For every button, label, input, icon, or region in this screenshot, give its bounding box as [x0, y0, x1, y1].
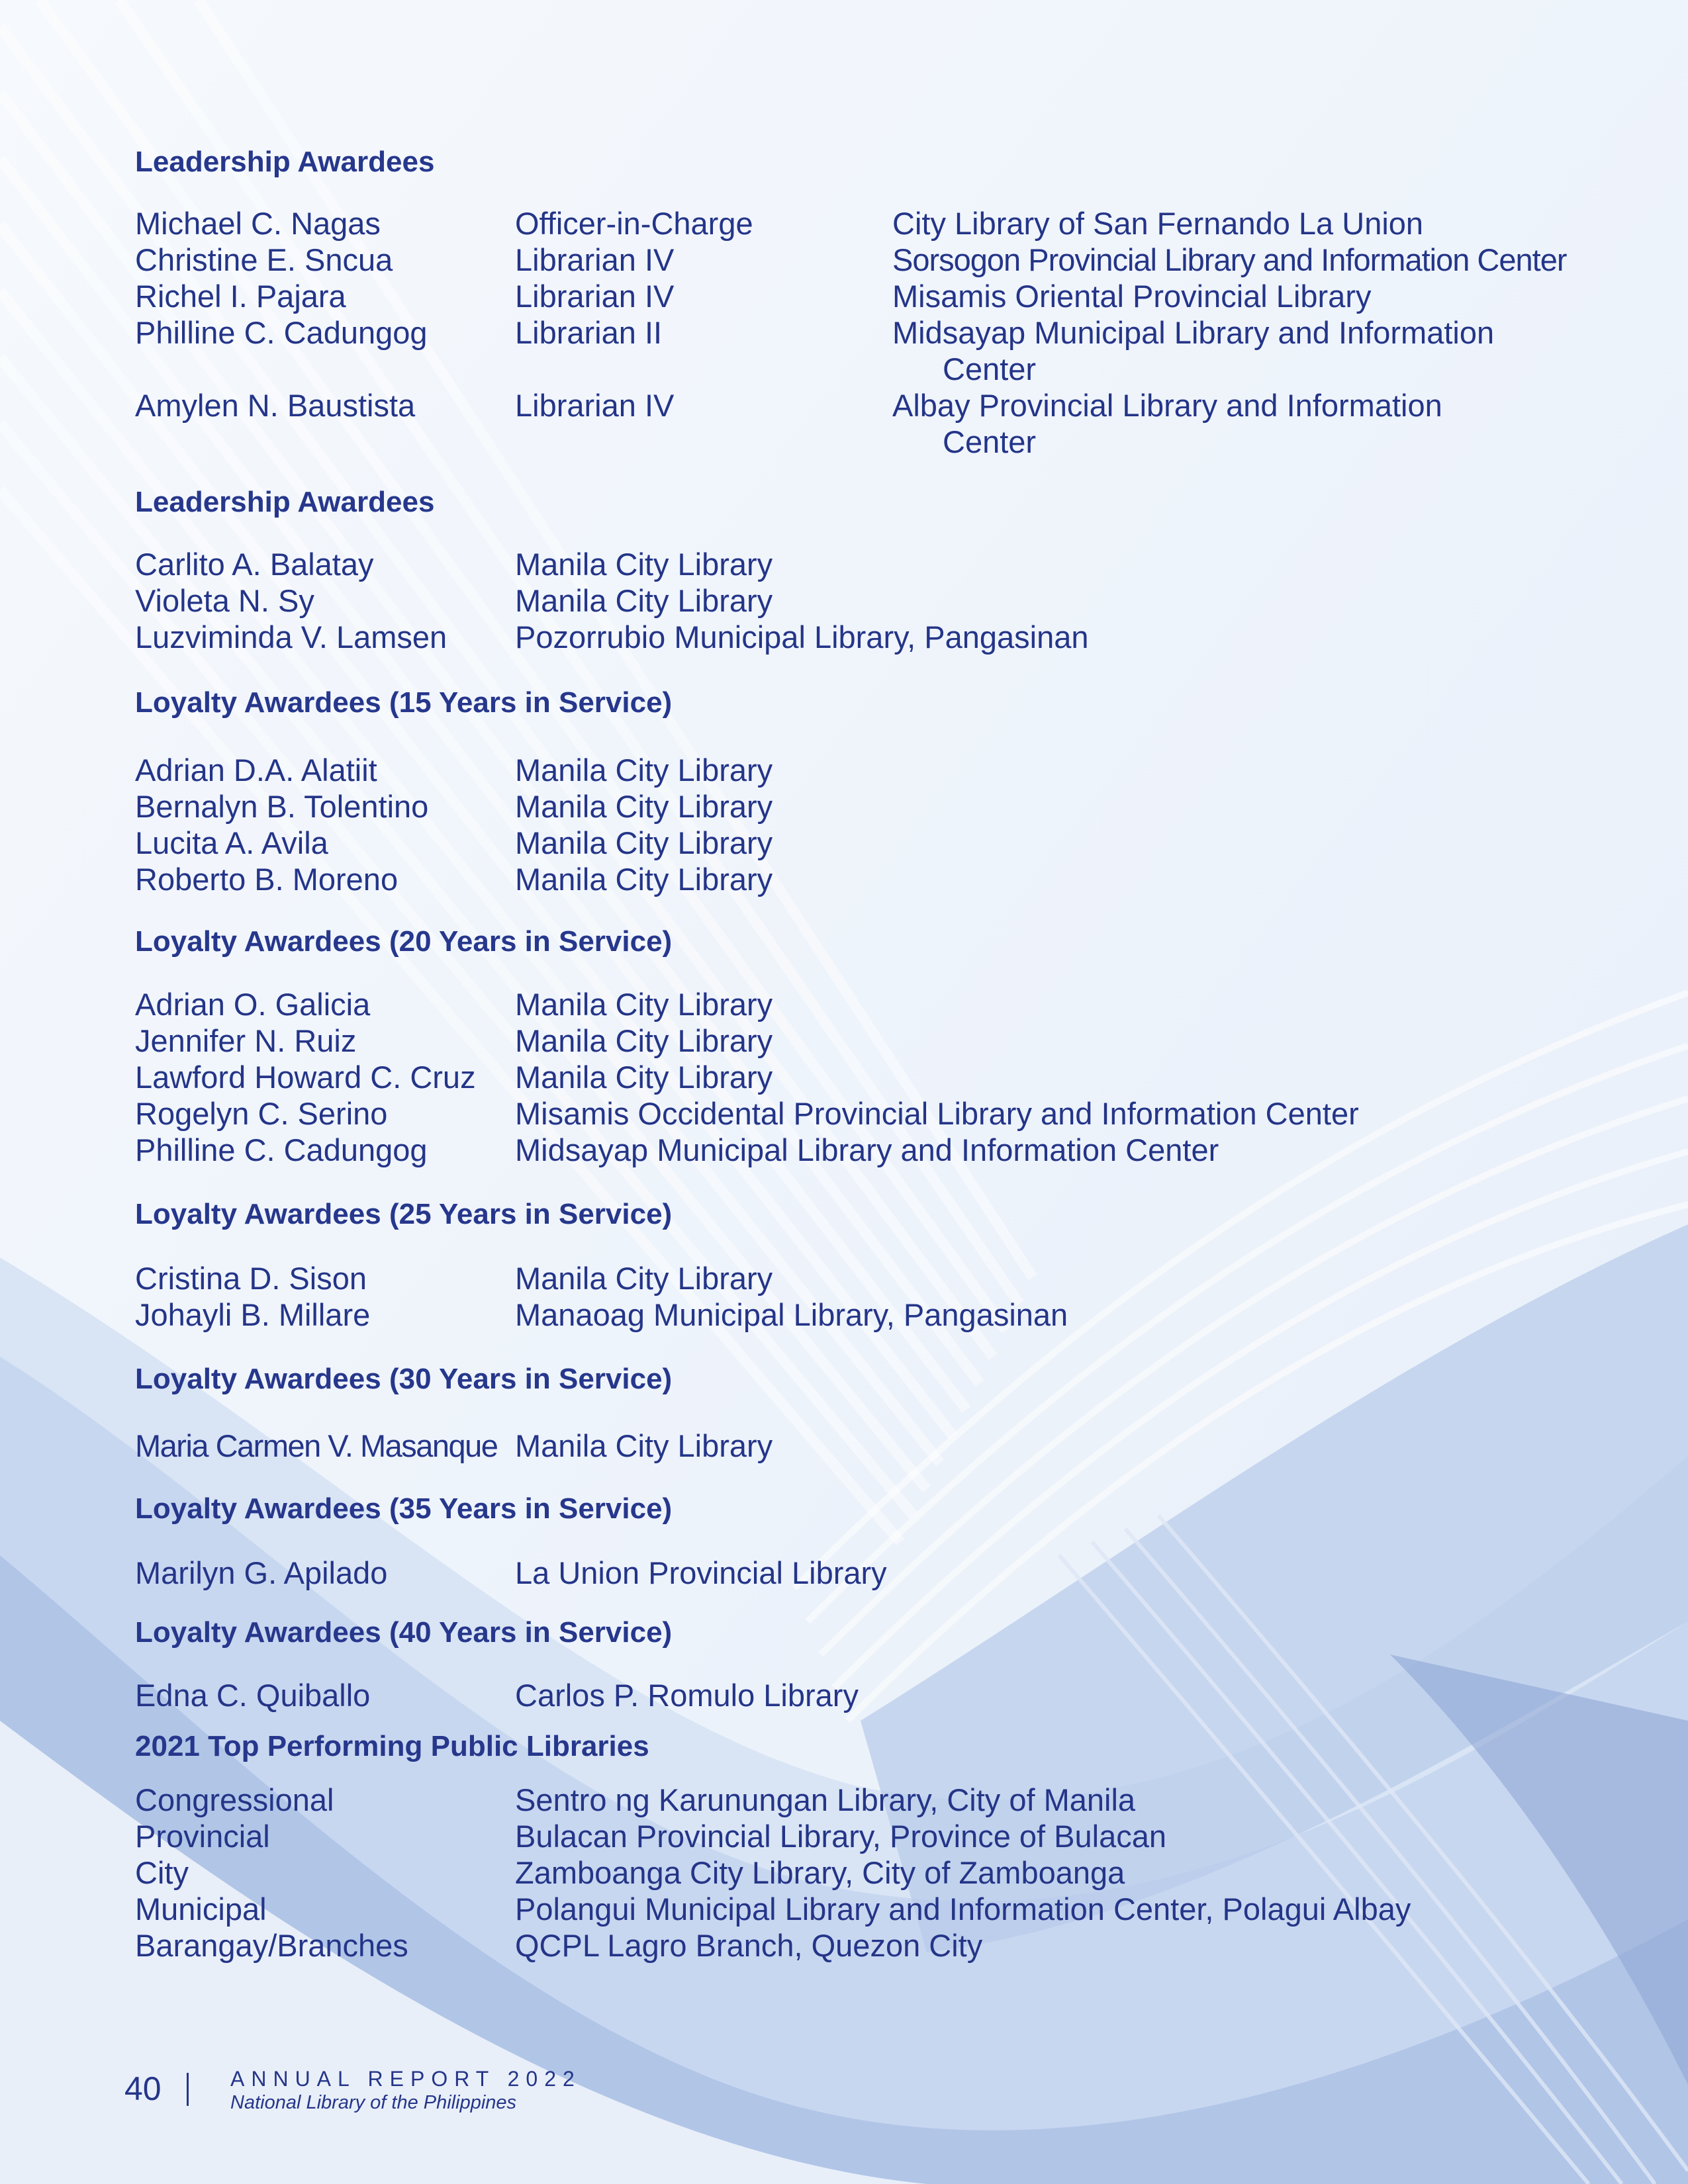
awardee-position: Librarian II	[515, 315, 663, 350]
awardee-library: Midsayap Municipal Library and Information	[892, 315, 1495, 350]
library-category: Congressional	[135, 1782, 334, 1817]
library-name: Polangui Municipal Library and Information Center, Polagui Albay	[515, 1891, 1411, 1927]
awardee-name: Adrian O. Galicia	[135, 987, 371, 1022]
awardee-library: Manila City Library	[515, 1060, 773, 1095]
awardee-library: Misamis Occidental Provincial Library and Information Center	[515, 1096, 1359, 1131]
library-category: Barangay/Branches	[135, 1928, 408, 1963]
awardee-library-continued: Center	[943, 424, 1037, 459]
awardee-position: Librarian IV	[515, 388, 675, 423]
awardee-name: Amylen N. Baustista	[135, 388, 416, 423]
section-heading: Loyalty Awardees (20 Years in Service)	[135, 925, 673, 958]
library-category: City	[135, 1855, 189, 1890]
awardee-library: Manila City Library	[515, 987, 773, 1022]
awardee-name: Adrian D.A. Alatiit	[135, 752, 377, 788]
awardee-name: Richel I. Pajara	[135, 279, 346, 314]
awardee-name: Luzviminda V. Lamsen	[135, 619, 447, 655]
section-heading: Leadership Awardees	[135, 146, 435, 178]
awardee-library: Manila City Library	[515, 825, 773, 860]
library-name: Bulacan Provincial Library, Province of Bulacan	[515, 1819, 1167, 1854]
library-name: Sentro ng Karunungan Library, City of Manila	[515, 1782, 1136, 1817]
awardee-library: Manaoag Municipal Library, Pangasinan	[515, 1297, 1068, 1332]
report-title: ANNUAL REPORT 2022	[230, 2067, 581, 2091]
awardee-name: Carlito A. Balatay	[135, 547, 374, 582]
awardee-name: Rogelyn C. Serino	[135, 1096, 388, 1131]
section-heading: Loyalty Awardees (15 Years in Service)	[135, 686, 673, 719]
awardee-library: Manila City Library	[515, 583, 773, 618]
awardee-name: Philline C. Cadungog	[135, 1132, 428, 1167]
section-heading: Loyalty Awardees (35 Years in Service)	[135, 1492, 673, 1525]
awardee-position: Officer-in-Charge	[515, 206, 753, 241]
awardee-library: Manila City Library	[515, 752, 773, 788]
awardee-name: Christine E. Sncua	[135, 242, 393, 277]
library-category: Municipal	[135, 1891, 267, 1927]
awardee-name: Cristina D. Sison	[135, 1261, 367, 1296]
awardee-name: Lucita A. Avila	[135, 825, 328, 860]
footer-divider	[187, 2073, 189, 2106]
section-heading: Loyalty Awardees (30 Years in Service)	[135, 1363, 673, 1395]
awardee-library: Midsayap Municipal Library and Information Center	[515, 1132, 1219, 1167]
awardee-library: Manila City Library	[515, 1428, 773, 1463]
section-heading: 2021 Top Performing Public Libraries	[135, 1730, 649, 1762]
awardee-library: Sorsogon Provincial Library and Information Center	[892, 242, 1567, 277]
awardee-name: Michael C. Nagas	[135, 206, 381, 241]
library-name: Zamboanga City Library, City of Zamboanga	[515, 1855, 1125, 1890]
awardee-name: Jennifer N. Ruiz	[135, 1023, 357, 1058]
awardee-name: Bernalyn B. Tolentino	[135, 789, 429, 824]
awardee-library: Manila City Library	[515, 1261, 773, 1296]
awardee-name: Edna C. Quiballo	[135, 1678, 371, 1713]
awardee-library: Misamis Oriental Provincial Library	[892, 279, 1372, 314]
awardee-library: Manila City Library	[515, 789, 773, 824]
awardee-library: Pozorrubio Municipal Library, Pangasinan	[515, 619, 1089, 655]
awardee-name: Maria Carmen V. Masanque	[135, 1428, 498, 1463]
awardee-name: Johayli B. Millare	[135, 1297, 371, 1332]
library-name: QCPL Lagro Branch, Quezon City	[515, 1928, 983, 1963]
library-category: Provincial	[135, 1819, 270, 1854]
awardee-library: Carlos P. Romulo Library	[515, 1678, 859, 1713]
awardee-library: Manila City Library	[515, 547, 773, 582]
awardee-library: City Library of San Fernando La Union	[892, 206, 1424, 241]
awardee-library: Albay Provincial Library and Information	[892, 388, 1442, 423]
awardee-library-continued: Center	[943, 351, 1037, 387]
awardee-position: Librarian IV	[515, 242, 675, 277]
awardee-name: Lawford Howard C. Cruz	[135, 1060, 476, 1095]
awardee-name: Philline C. Cadungog	[135, 315, 428, 350]
section-heading: Loyalty Awardees (40 Years in Service)	[135, 1616, 673, 1649]
section-heading: Leadership Awardees	[135, 486, 435, 518]
awardee-name: Marilyn G. Apilado	[135, 1555, 388, 1590]
awardee-position: Librarian IV	[515, 279, 675, 314]
page-number: 40	[124, 2070, 162, 2107]
awardee-name: Violeta N. Sy	[135, 583, 314, 618]
section-heading: Loyalty Awardees (25 Years in Service)	[135, 1198, 673, 1230]
awardee-library: Manila City Library	[515, 862, 773, 897]
awardee-library: Manila City Library	[515, 1023, 773, 1058]
organization-name: National Library of the Philippines	[230, 2092, 517, 2113]
awardee-library: La Union Provincial Library	[515, 1555, 887, 1590]
awardee-name: Roberto B. Moreno	[135, 862, 399, 897]
